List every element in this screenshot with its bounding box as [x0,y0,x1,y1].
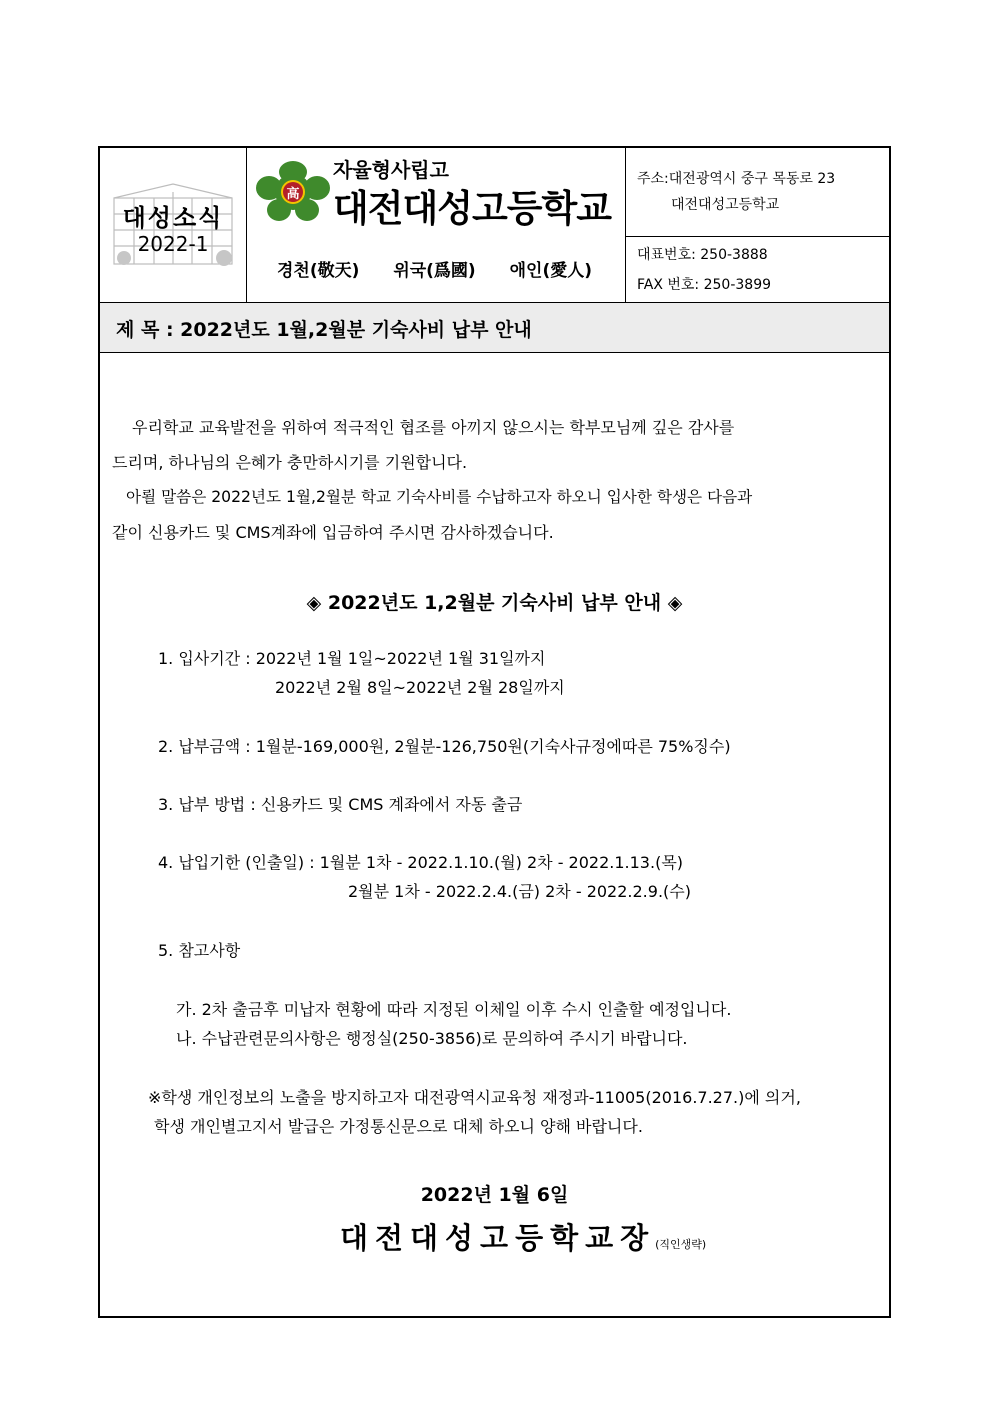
note-item: 나. 수납관련문의사항은 행정실(250-3856)로 문의하여 주시기 바랍니다. [176,1029,688,1048]
newsletter-cell [100,148,247,302]
emblem-glyph: 高 [286,187,300,202]
address-line-2: 대전대성고등학교 [671,197,780,213]
school-motto [277,256,620,281]
school-cell [247,148,626,302]
note-item: 가. 2차 출금후 미납자 현황에 따라 지정된 이체일 이후 수시 인출할 예정입니다. [176,1000,732,1019]
issue-number: 2022-1 [137,232,209,256]
intro-line: 같이 신용카드 및 CMS계좌에 입금하여 주시면 감사하겠습니다. [112,523,554,542]
newsletter-title: 대성소식 [122,204,224,232]
seal-note: (직인생략) [655,1238,707,1251]
motto-item: 애인(愛人) [509,261,593,281]
letterhead [100,148,889,303]
notice-heading: ◈ 2022년도 1,2월분 기숙사비 납부 안내 ◈ [306,592,683,614]
school-emblem-icon [255,160,331,224]
motto-item: 위국(爲國) [393,261,476,281]
subject-title: 제 목 : 2022년도 1월,2월분 기숙사비 납부 안내 [116,319,532,341]
list-item: 2022년 2월 8일~2022년 2월 28일까지 [275,678,565,697]
motto-item: 경천(敬天) [277,261,360,281]
phone-number: 대표번호: 250-3888 [637,247,768,263]
fax-number: FAX 번호: 250-3899 [637,277,772,293]
intro-line: 아뢸 말씀은 2022년도 1월,2월분 학교 기숙사비를 수납하고자 하오니 입사한 학생은 다음과 [126,488,753,506]
school-subtitle: 자율형사립고 [333,158,449,182]
privacy-notice: 학생 개인별고지서 발급은 가정통신문으로 대체 하오니 양해 바랍니다. [154,1117,643,1136]
intro-line: 우리학교 교육발전을 위하여 적극적인 협조를 아끼지 않으시는 학부모님께 깊은 감사를 [132,418,735,437]
subject-bar [100,303,889,353]
principal-signature [340,1216,706,1257]
list-item: 1. 입사기간 : 2022년 1월 1일~2022년 1월 31일까지 [158,649,546,668]
school-name: 대전대성고등학교 [333,187,611,230]
intro-line: 드리며, 하나님의 은혜가 충만하시기를 기원합니다. [112,453,468,472]
list-item: 4. 납입기한 (인출일) : 1월분 1차 - 2022.1.10.(월) 2차 - 2022.1.13.(목) [158,853,684,872]
principal-title: 대전대성고등학교장 [340,1221,656,1255]
list-item: 2. 납부금액 : 1월분-169,000원, 2월분-126,750원(기숙사규정에따른 75%징수) [158,737,731,756]
issue-date: 2022년 1월 6일 [420,1184,569,1206]
list-item: 5. 참고사항 [158,941,241,960]
list-item: 3. 납부 방법 : 신용카드 및 CMS 계좌에서 자동 출금 [158,795,523,814]
contact-cell [626,148,889,302]
newsletter-frame [98,146,891,1318]
address-line-1: 주소:대전광역시 중구 목동로 23 [637,171,836,187]
list-item: 2월분 1차 - 2022.2.4.(금) 2차 - 2022.2.9.(수) [348,882,691,901]
address-box [626,148,889,237]
privacy-notice: ※학생 개인정보의 노출을 방지하고자 대전광역시교육청 재정과-11005(2016.7.27.)에 의거, [148,1088,801,1107]
